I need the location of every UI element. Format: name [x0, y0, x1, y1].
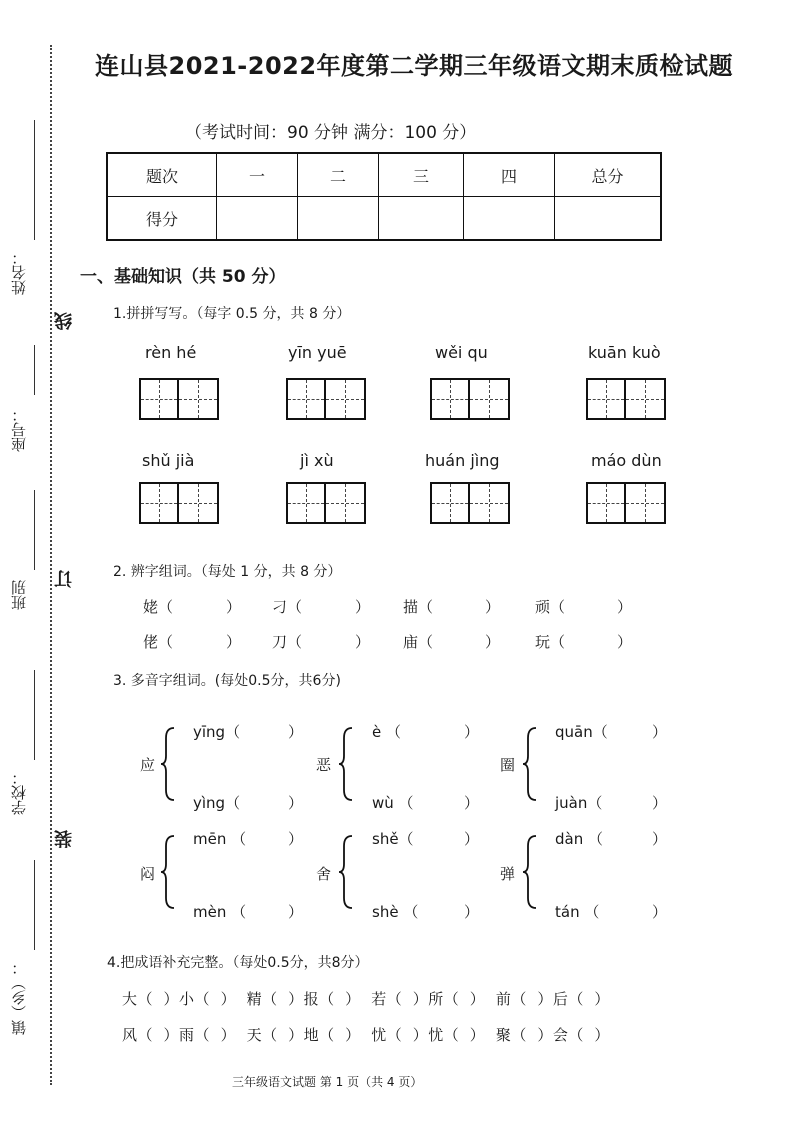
brace-icon	[338, 726, 354, 802]
writing-grid[interactable]	[139, 378, 219, 420]
writing-cell[interactable]	[141, 484, 179, 522]
polyphone-close: ）	[652, 794, 668, 812]
writing-cell[interactable]	[288, 484, 326, 522]
name-underline	[34, 120, 35, 240]
polyphone-char: 舍	[316, 865, 332, 883]
polyphone-close: ）	[464, 794, 480, 812]
polyphone-reading: è （	[372, 723, 401, 741]
score-value-cell[interactable]	[298, 197, 379, 241]
binding-mark-zhuang: 装	[54, 830, 75, 848]
word-prompt: 刁（	[272, 598, 303, 616]
polyphone-close: ）	[652, 903, 668, 921]
section-1-heading: 一、基础知识（共 50 分）	[80, 267, 286, 287]
polyphone-reading: shè （	[372, 903, 419, 921]
polyphone-reading: quān（	[555, 723, 608, 741]
pinyin-prompt: jì xù	[300, 451, 334, 470]
pinyin-prompt: máo dùn	[591, 451, 662, 470]
word-close-paren: ）	[226, 598, 242, 616]
writing-cell[interactable]	[288, 380, 326, 418]
polyphone-char: 弹	[500, 865, 516, 883]
word-close-paren: ）	[355, 633, 371, 651]
score-table	[106, 152, 662, 241]
score-value-cell[interactable]	[555, 197, 662, 241]
side-school-field	[8, 670, 42, 840]
side-town-field	[8, 860, 42, 1060]
brace-icon	[160, 726, 176, 802]
score-header-cell: 二	[298, 153, 379, 197]
side-class-field	[8, 490, 42, 650]
writing-cell[interactable]	[326, 380, 364, 418]
class-underline	[34, 490, 35, 570]
polyphone-reading: dàn （	[555, 830, 603, 848]
polyphone-char: 圈	[500, 756, 516, 774]
writing-cell[interactable]	[179, 380, 217, 418]
writing-cell[interactable]	[326, 484, 364, 522]
word-prompt: 姥（	[143, 598, 174, 616]
side-seat-field	[8, 345, 42, 465]
polyphone-reading: yīng（	[193, 723, 241, 741]
binding-mark-ding: 订	[54, 570, 75, 588]
score-header-cell: 题次	[107, 153, 217, 197]
polyphone-reading: tán （	[555, 903, 600, 921]
exam-subtitle: （考试时间：90 分钟 满分：100 分）	[185, 123, 477, 143]
polyphone-close: ）	[464, 903, 480, 921]
word-prompt: 佬（	[143, 633, 174, 651]
side-town-label: 镇（乡）：	[10, 960, 28, 1035]
side-name-field	[8, 120, 42, 335]
polyphone-reading: yìng（	[193, 794, 241, 812]
writing-grid[interactable]	[586, 378, 666, 420]
score-value-cell[interactable]	[217, 197, 298, 241]
writing-cell[interactable]	[470, 380, 508, 418]
word-prompt: 顽（	[535, 598, 566, 616]
page-footer: 三年级语文试题 第 1 页（共 4 页）	[232, 1075, 423, 1089]
word-prompt: 刀（	[272, 633, 303, 651]
score-row-label: 得分	[107, 197, 217, 241]
word-close-paren: ）	[226, 633, 242, 651]
word-close-paren: ）	[485, 598, 501, 616]
word-close-paren: ）	[617, 598, 633, 616]
writing-cell[interactable]	[626, 484, 664, 522]
word-prompt: 玩（	[535, 633, 566, 651]
q3-label: 3. 多音字组词。(每处0.5分，共6分)	[113, 673, 341, 689]
seat-underline	[34, 345, 35, 395]
town-underline	[34, 860, 35, 950]
side-class-label: 班别	[10, 580, 28, 610]
writing-cell[interactable]	[432, 484, 470, 522]
polyphone-close: ）	[652, 723, 668, 741]
binding-dotted-line	[50, 45, 52, 1085]
side-name-label: 姓名：	[10, 250, 28, 295]
polyphone-close: ）	[288, 903, 304, 921]
writing-grid[interactable]	[286, 482, 366, 524]
pinyin-prompt: kuān kuò	[588, 343, 661, 362]
pinyin-prompt: shǔ jià	[142, 451, 195, 470]
polyphone-reading: mèn （	[193, 903, 247, 921]
polyphone-close: ）	[288, 830, 304, 848]
writing-grid[interactable]	[430, 482, 510, 524]
brace-icon	[160, 834, 176, 910]
exam-title: 连山县2021-2022年度第二学期三年级语文期末质检试题	[95, 52, 734, 80]
polyphone-reading: juàn（	[555, 794, 603, 812]
score-table-header-row	[107, 153, 661, 197]
polyphone-char: 恶	[316, 756, 332, 774]
q1-label: 1.拼拼写写。（每字 0.5 分，共 8 分）	[113, 306, 351, 322]
idiom-row-2: 风（ ）雨（ ） 天（ ）地（ ） 忧（ ）忧（ ） 聚（ ）会（ ）	[122, 1026, 610, 1044]
score-header-cell: 四	[464, 153, 555, 197]
writing-cell[interactable]	[470, 484, 508, 522]
score-table-value-row	[107, 197, 661, 241]
q2-label: 2. 辨字组词。（每处 1 分，共 8 分）	[113, 564, 342, 580]
side-seat-label: 座号：	[10, 407, 28, 452]
word-prompt: 庙（	[403, 633, 434, 651]
score-header-cell: 总分	[555, 153, 662, 197]
word-close-paren: ）	[617, 633, 633, 651]
brace-icon	[338, 834, 354, 910]
writing-cell[interactable]	[588, 484, 626, 522]
school-underline	[34, 670, 35, 760]
writing-grid[interactable]	[139, 482, 219, 524]
side-school-label: 学校：	[10, 770, 28, 815]
writing-cell[interactable]	[141, 380, 179, 418]
brace-icon	[522, 834, 538, 910]
pinyin-prompt: wěi qu	[435, 343, 488, 362]
pinyin-prompt: yīn yuē	[288, 343, 347, 362]
polyphone-close: ）	[464, 830, 480, 848]
score-header-cell: 三	[379, 153, 464, 197]
word-prompt: 描（	[403, 598, 434, 616]
brace-icon	[522, 726, 538, 802]
writing-cell[interactable]	[588, 380, 626, 418]
polyphone-close: ）	[288, 794, 304, 812]
writing-grid[interactable]	[286, 378, 366, 420]
binding-mark-xian: 线	[54, 312, 75, 330]
score-value-cell[interactable]	[379, 197, 464, 241]
q4-label: 4.把成语补充完整。（每处0.5分，共8分）	[107, 955, 369, 971]
polyphone-char: 应	[140, 756, 156, 774]
writing-cell[interactable]	[432, 380, 470, 418]
idiom-row-1: 大（ ）小（ ） 精（ ）报（ ） 若（ ）所（ ） 前（ ）后（ ）	[122, 990, 610, 1008]
polyphone-close: ）	[652, 830, 668, 848]
writing-grid[interactable]	[430, 378, 510, 420]
polyphone-close: ）	[288, 723, 304, 741]
pinyin-prompt: rèn hé	[145, 343, 197, 362]
score-value-cell[interactable]	[464, 197, 555, 241]
pinyin-prompt: huán jìng	[425, 451, 500, 470]
polyphone-char: 闷	[140, 865, 156, 883]
writing-cell[interactable]	[626, 380, 664, 418]
writing-cell[interactable]	[179, 484, 217, 522]
polyphone-close: ）	[464, 723, 480, 741]
polyphone-reading: wù （	[372, 794, 414, 812]
polyphone-reading: shě（	[372, 830, 414, 848]
word-close-paren: ）	[485, 633, 501, 651]
score-header-cell: 一	[217, 153, 298, 197]
word-close-paren: ）	[355, 598, 371, 616]
writing-grid[interactable]	[586, 482, 666, 524]
polyphone-reading: mēn （	[193, 830, 247, 848]
